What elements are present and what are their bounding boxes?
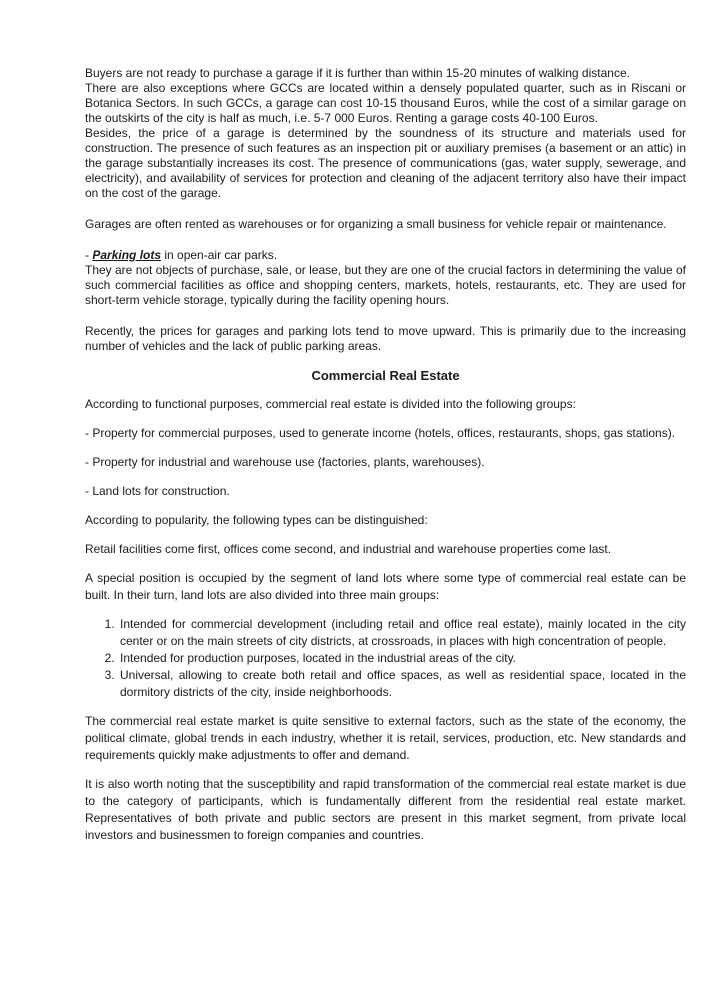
parking-lots-term: Parking lots	[92, 248, 162, 262]
list-item: 1. Intended for commercial development (including retail and office real estate), mainly located in the city center or on the main streets of city districts, at crossroads, in places with high concentration of people.	[118, 616, 686, 650]
paragraph: The commercial real estate market is quite sensitive to external factors, such as the state of the economy, the political climate, global trends in each industry, whether it is retail, services, production, etc. New standards and requirements quickly make adjustments to offer and demand.	[85, 714, 686, 762]
paragraph: Recently, the prices for garages and parking lots tend to move upward. This is primarily due to the increasing number of vehicles and the lack of public parking areas.	[85, 324, 686, 353]
numbered-list	[85, 616, 686, 701]
text-run: -	[85, 248, 93, 262]
paragraph: A special position is occupied by the segment of land lots where some type of commercial real estate can be built. In their turn, land lots are also divided into three main groups:	[85, 571, 686, 602]
list-item: 3. Universal, allowing to create both retail and office spaces, as well as residential space, located in the dormitory districts of the city, inside neighborhoods.	[118, 667, 686, 701]
list-item: 2. Intended for production purposes, located in the industrial areas of the city.	[118, 650, 686, 667]
paragraph: - Property for commercial purposes, used to generate income (hotels, offices, restaurants, shops, gas stations).	[85, 426, 676, 440]
section-heading: Commercial Real Estate	[311, 368, 460, 383]
paragraph: They are not objects of purchase, sale, or lease, but they are one of the crucial factors in determining the value of such commercial facilities as office and shopping centers, markets, hotels, restaurants, etc. They are used for short-term vehicle storage, typically during the facility opening hours.	[85, 263, 687, 307]
paragraph: Garages are often rented as warehouses or for organizing a small business for vehicle repair or maintenance.	[85, 217, 667, 231]
paragraph: It is also worth noting that the susceptibility and rapid transformation of the commercial real estate market is due to the category of participants, which is fundamentally different from the residential real estate market. Representatives of both private and public sectors are present in this market segment, from private local investors and businessmen to foreign companies and countries.	[85, 777, 686, 842]
paragraph: Retail facilities come first, offices come second, and industrial and warehouse properties come last.	[85, 542, 612, 556]
text-run: in open-air car parks.	[161, 248, 278, 262]
paragraph: According to popularity, the following types can be distinguished:	[85, 513, 428, 527]
document-content	[85, 66, 686, 844]
paragraph: Besides, the price of a garage is determined by the soundness of its structure and materials used for construction. The presence of such features as an inspection pit or auxiliary premises (a basement or an attic) in the garage substantially increases its cost. The presence of communications (gas, water supply, sewerage, and electricity), and availability of services for protection and cleaning of the adjacent territory also have their impact on the cost of the garage.	[85, 126, 686, 200]
paragraph: There are also exceptions where GCCs are located within a densely populated quarter, such as in Riscani or Botanica Sectors. In such GCCs, a garage can cost 10-15 thousand Euros, while the cost of a similar garage on the outskirts of the city is half as much, i.e. 5-7 000 Euros. Renting a garage costs 40-100 Euros.	[85, 81, 686, 125]
paragraph: - Land lots for construction.	[85, 484, 230, 498]
paragraph: - Property for industrial and warehouse use (factories, plants, warehouses).	[85, 455, 485, 469]
paragraph: According to functional purposes, commercial real estate is divided into the following groups:	[85, 397, 576, 411]
paragraph: Buyers are not ready to purchase a garage if it is further than within 15-20 minutes of walking distance.	[85, 66, 630, 80]
paragraph	[85, 248, 686, 263]
